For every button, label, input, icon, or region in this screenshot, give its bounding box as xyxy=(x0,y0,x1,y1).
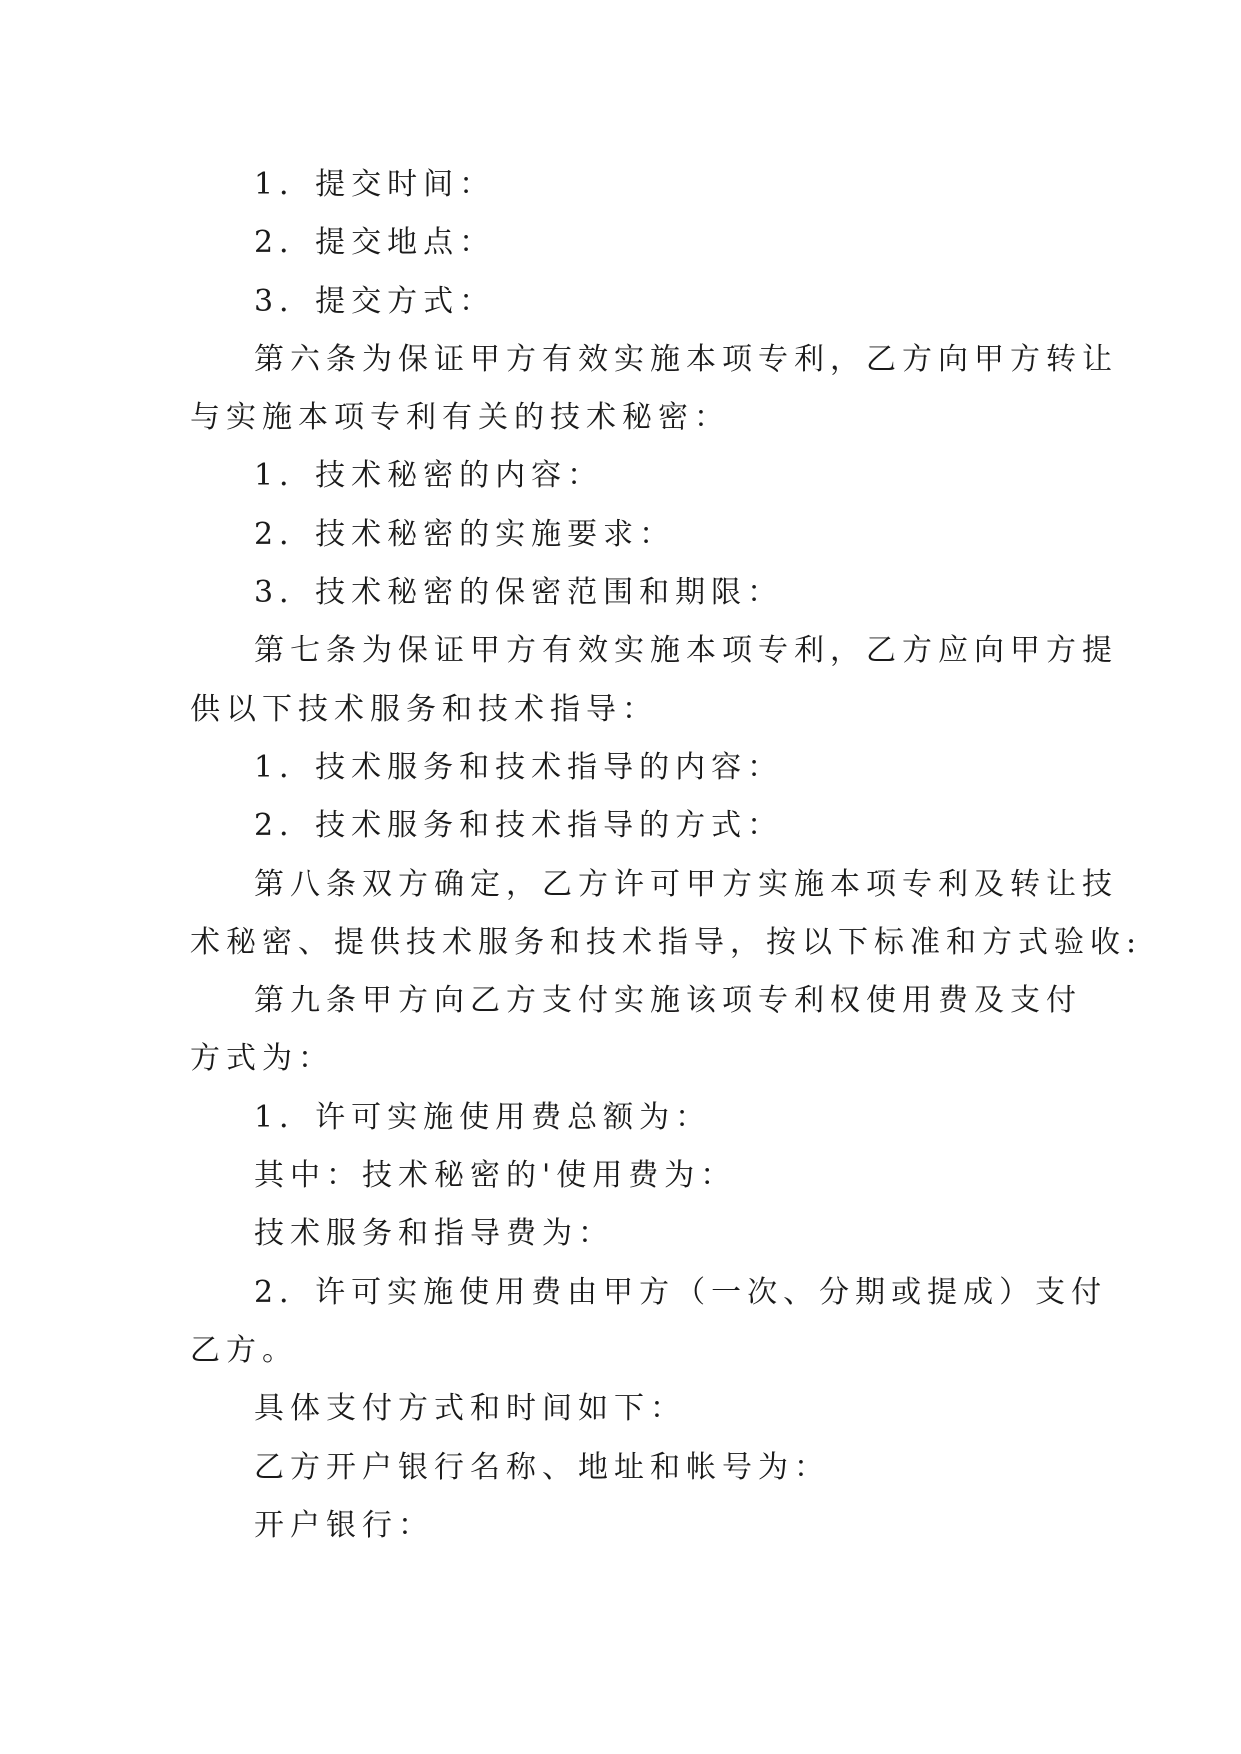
text-line: 具体支付方式和时间如下： xyxy=(254,1391,686,1427)
document-body xyxy=(190,156,1143,1555)
text-line: 2．许可实施使用费由甲方（一次、分期或提成）支付 xyxy=(254,1274,1108,1310)
text-line: 3．技术秘密的保密范围和期限： xyxy=(254,575,784,611)
text-line: 技术服务和指导费为： xyxy=(254,1216,614,1252)
text-line: 第九条甲方向乙方支付实施该项专利权使用费及支付 xyxy=(254,983,1082,1019)
text-line: 2．提交地点： xyxy=(254,225,496,261)
text-line: 2．技术服务和技术指导的方式： xyxy=(254,808,784,844)
text-line: 与实施本项专利有关的技术秘密： xyxy=(190,400,730,436)
text-line: 第七条为保证甲方有效实施本项专利，乙方应向甲方提 xyxy=(254,633,1118,669)
text-line: 乙方。 xyxy=(190,1332,298,1368)
text-line: 第八条双方确定，乙方许可甲方实施本项专利及转让技 xyxy=(254,866,1118,902)
text-line: 3．提交方式： xyxy=(254,283,496,319)
text-line: 2．技术秘密的实施要求： xyxy=(254,516,676,552)
text-line: 1．技术服务和技术指导的内容： xyxy=(254,749,784,785)
text-line: 供以下技术服务和技术指导： xyxy=(190,691,658,727)
text-line: 第六条为保证甲方有效实施本项专利，乙方向甲方转让 xyxy=(254,341,1118,377)
text-line: 乙方开户银行名称、地址和帐号为： xyxy=(254,1449,830,1485)
text-line: 开户银行： xyxy=(254,1507,434,1543)
text-line: 1．技术秘密的内容： xyxy=(254,458,604,494)
text-line: 1．提交时间： xyxy=(254,167,496,202)
text-line: 术秘密、提供技术服务和技术指导，按以下标准和方式验收: xyxy=(190,924,1143,960)
text-line: 方式为： xyxy=(190,1041,334,1077)
text-line: 其中：技术秘密的'使用费为： xyxy=(254,1158,737,1194)
text-line: 1．许可实施使用费总额为： xyxy=(254,1099,712,1135)
